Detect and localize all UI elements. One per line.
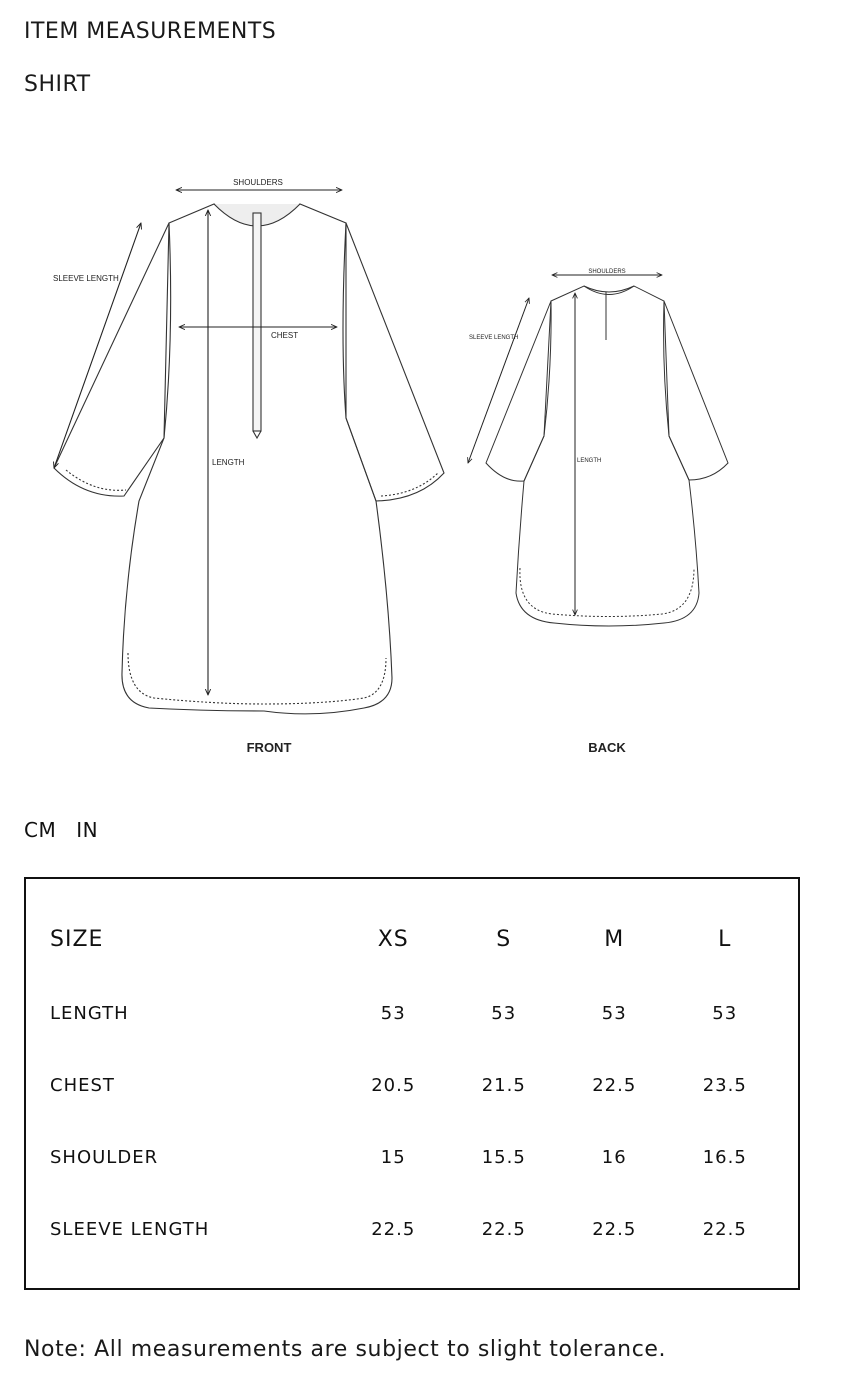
table-cell: 23.5	[702, 1074, 747, 1096]
section-title: ITEM MEASUREMENTS	[24, 19, 277, 44]
front-sleeve-length-label: SLEEVE LENGTH	[53, 274, 119, 283]
table-cell: 22.5	[371, 1218, 416, 1240]
back-shoulders-label: SHOULDERS	[588, 269, 626, 275]
front-caption: FRONT	[246, 740, 292, 755]
table-row	[50, 1049, 780, 1121]
header-m: M	[604, 926, 625, 952]
table-cell: 15	[380, 1146, 406, 1168]
table-cell: 22.5	[592, 1074, 637, 1096]
table-cell: 22.5	[481, 1218, 526, 1240]
back-caption: BACK	[588, 740, 626, 755]
row-label: LENGTH	[50, 1002, 129, 1024]
front-length-label: LENGTH	[212, 458, 245, 467]
table-cell: 53	[380, 1002, 406, 1024]
table-cell: 20.5	[371, 1074, 416, 1096]
front-shoulders-label: SHOULDERS	[233, 178, 283, 187]
table-cell: 22.5	[592, 1218, 637, 1240]
size-table	[50, 901, 780, 1265]
table-row	[50, 1193, 780, 1265]
table-cell: 53	[601, 1002, 627, 1024]
back-length-label: LENGTH	[577, 458, 602, 464]
header-size: SIZE	[50, 926, 104, 952]
header-xs: XS	[377, 926, 409, 952]
table-cell: 21.5	[481, 1074, 526, 1096]
table-cell: 53	[712, 1002, 738, 1024]
measurement-diagram	[24, 118, 784, 790]
table-cell: 53	[491, 1002, 517, 1024]
unit-toggle	[24, 818, 98, 842]
table-cell: 16	[601, 1146, 627, 1168]
table-cell: 15.5	[481, 1146, 526, 1168]
unit-in-button[interactable]: IN	[76, 818, 99, 842]
header-l: L	[718, 926, 732, 952]
header-s: S	[496, 926, 512, 952]
row-label: CHEST	[50, 1074, 115, 1096]
row-label: SHOULDER	[50, 1146, 159, 1168]
front-chest-label: CHEST	[271, 331, 299, 340]
table-cell: 16.5	[702, 1146, 747, 1168]
back-sleeve-length-label: SLEEVE LENGTH	[469, 335, 519, 341]
size-table-container	[24, 877, 800, 1290]
unit-cm-button[interactable]: CM	[24, 818, 57, 842]
row-label: SLEEVE LENGTH	[50, 1218, 210, 1240]
table-header-row	[50, 901, 780, 977]
table-row	[50, 977, 780, 1049]
table-cell: 22.5	[702, 1218, 747, 1240]
garment-title: SHIRT	[24, 72, 91, 97]
table-row	[50, 1121, 780, 1193]
tolerance-note: Note: All measurements are subject to slight tolerance.	[24, 1337, 667, 1362]
